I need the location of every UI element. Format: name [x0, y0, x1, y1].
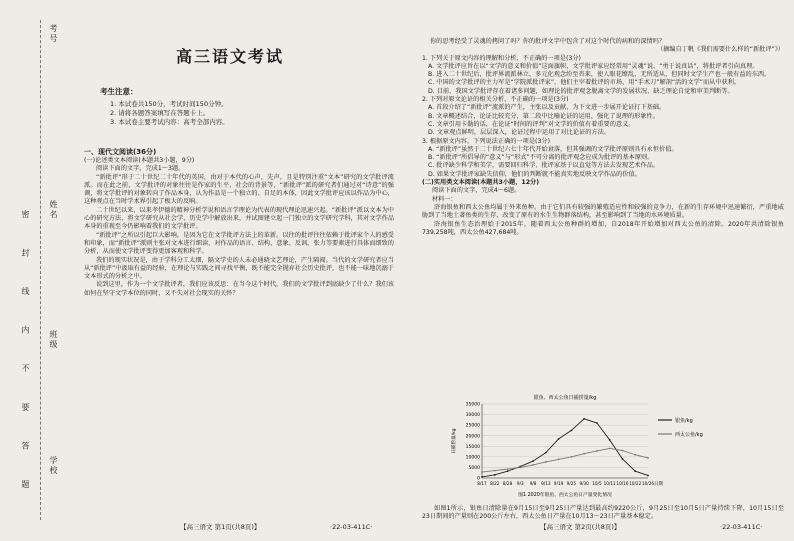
page-footer: 【高三语文 第2页(共8页)】 [540, 523, 621, 531]
y-tick-label: 20000 [465, 434, 480, 440]
question-2: 2. 下列对原文论证的相关分析，不正确的一项是(3分) [422, 96, 569, 104]
data-point [570, 430, 572, 432]
data-point [634, 454, 636, 456]
data-point [622, 450, 624, 452]
notice-item: 3. 本试卷主要考试内容：高考全部内容。 [110, 118, 229, 126]
y-tick-label: 25000 [465, 423, 480, 429]
data-point [647, 457, 649, 459]
option: A. 文学批评应旨在以“文学的意义和价值”这面旗帜，文学批评家应经常用“灵魂”说，“勇于说真话”，将批评者引向真理。 [428, 62, 759, 70]
margin-seal-line-text: 密 封 线 内 不 要 答 题 [21, 210, 30, 502]
data-point [481, 476, 483, 478]
margin-xuexiao-label: 学校 [49, 456, 58, 476]
option: A. “新批评”虽然于二十世纪六七十年代开始衰落，但其强调的文学批评原则具有永恒价值。 [428, 145, 678, 153]
data-point [622, 458, 624, 460]
x-tick-label: 10/11 [603, 481, 616, 486]
option: A. 首段介绍了“新批评”流派的产生，主张以及贡献，为下文进一步展开论证打下基础。 [428, 104, 666, 112]
x-tick-label: 9/3 [516, 481, 524, 486]
chart-caption: 图1 2020年银鱼、西太公鱼日产量变化情况 [518, 493, 612, 498]
page-1 [80, 0, 398, 541]
material-paragraph: 如图1所示，银鱼日清除量在9月15日至9月25日产量达到最高约9220公斤，9月25日至10月5日产量持续下降，10月15日至23日期间的产量则在200公斤左右，西太公鱼日产量在10月13～23日产量基本稳定。 [422, 505, 784, 521]
material-paragraph: 浒海银鱼和西太公鱼均属于外来鱼种。由于它们具有较强的繁殖适应性和较强的竞争力，在新的生存环境中迅速繁衍，严重地威胁到了当地土著鱼类的生存，改变了原有的水生生物群落结构，甚至影响到了当地的水环境质量。 [422, 203, 784, 220]
y-tick-label: 5000 [468, 466, 480, 472]
option: D. 文章观点鲜明，层层深入，论证过程中运用了对比论证的方法。 [428, 129, 610, 137]
page-2 [400, 0, 790, 541]
data-point [507, 468, 509, 470]
option: B. “新批评”所倡导的“意义”与“形式”不可分离的批评观念应成为批评的基本原则。 [428, 154, 654, 162]
data-point [558, 438, 560, 440]
legend-label: 西太公鱼/kg [675, 431, 703, 438]
notice-heading: 考生注意： [100, 87, 138, 96]
notice-item: 2. 请将各题答案填写在答题卡上。 [110, 109, 210, 117]
data-point [647, 475, 649, 477]
data-point [545, 461, 547, 463]
data-point [583, 418, 585, 420]
chart-inner-title: 银鱼、西太公鱼日捕捞量/kg [533, 395, 597, 401]
x-axis-label: 日期 [654, 482, 663, 487]
read-instruction: 阅读下面的文字，完成4～6题。 [432, 187, 521, 195]
data-point [583, 453, 585, 455]
data-point [507, 470, 509, 472]
data-point [609, 439, 611, 441]
y-tick-label: 0 [477, 476, 480, 482]
legend-label: 银鱼/kg [675, 417, 693, 424]
data-point [596, 450, 598, 452]
x-tick-label: 9/8 [529, 481, 537, 486]
passage-paragraph: 说到这里，作为一个文学批评者，我们应该反思：在当今这个时代，我们的文学批评到底缺少了什么？我们该如何在坚守文学本位的同时，又不失对社会现实的关怀？ [84, 281, 394, 297]
chart-caption-text [422, 505, 784, 522]
option: B. 进入二十世纪后，批评界流派林立，多元化观念纷至沓来，使人眼花缭乱，无所适从，但同时文学生产也一般有益的东西。 [428, 71, 771, 79]
x-tick-label: 8/22 [490, 481, 500, 486]
data-point [481, 471, 483, 473]
y-axis-label: 日捕捞量/kg [452, 428, 457, 454]
section-heading: 一、现代文阅读(36分) [84, 148, 157, 156]
y-tick-label: 35000 [465, 402, 480, 408]
data-point [532, 460, 534, 462]
y-tick-label: 15000 [465, 444, 480, 450]
reading-section-1 [84, 147, 394, 298]
passage-paragraph: “新批评”形于二十世纪二十年代的英国，由对于本代的心声，先声，且是特别注重“文本”研究的文学批评流派。而在此之前，文学批评的对象往往是作家的生平、社会的背景等，“新批评”派的研究者们通过对“诗意”的强调，将文学批评的对象转向了作品本身，认为作品是一个独立的、自足的本体，因此文学批评应该以作品为中心，这种观点在当时学术界引起了极大的反响。 [84, 173, 394, 206]
exam-title: 高三语文考试 [176, 47, 285, 66]
page-code: ·22-03-411C· [330, 523, 373, 531]
option: D. 如果文学批评家缺失信仰，他们的判断就不能真实地反映文学作品的价值。 [428, 170, 641, 178]
x-tick-label: 9/25 [566, 481, 577, 486]
margin-xingming-label: 姓名 [49, 200, 58, 220]
option: C. 文章引用卡勒的话，在论证“时间的评判”对文学的价值有着重要的意义。 [428, 120, 635, 128]
material-heading: 材料一： [432, 195, 457, 203]
seal-dashed-line [40, 20, 41, 520]
passage-paragraph: 二十世纪以来，以来孝伊德的精神分析学说和语言学理论为代表的现代理论迅速兴起。“新批评”派以文本为中心的研究方法，将文学研究从社会学、历史学中解放出来，并试图建立起一门独立的文学研究学科，其对文学作品本身的重视至今仍影响着我们的文学批评。 [84, 206, 394, 231]
y-tick-label: 30000 [465, 413, 480, 419]
option: C. 中国的文学批评的主力军是“学院派批评家”，他们主宰着批评的市场，用“手术刀”解剖“活的文学”而从中获利。 [428, 79, 741, 87]
data-point [634, 470, 636, 472]
margin-banji-label: 班级 [49, 330, 58, 350]
data-point [494, 470, 496, 472]
notice-box [100, 86, 229, 127]
section-heading: (二)实用类文本阅读(本题共3小题，12分) [422, 179, 540, 187]
margin-kaohao-label: 考号 [49, 24, 58, 44]
x-tick-label: 9/13 [541, 481, 551, 486]
binding-margin [0, 0, 80, 541]
notice-item: 1. 本试卷共150分，考试时间150分钟。 [110, 100, 228, 108]
page-footer: 【高三语文 第1页(共8页)】 [180, 523, 261, 531]
data-point [545, 452, 547, 454]
option: D. 目前，我国文学批评存在着诸多问题，如理论的批评观念脱离文学的发展状况、缺乏理论自觉和审美判断等。 [428, 87, 734, 95]
x-tick-label: 10/22 [629, 481, 642, 486]
read-instruction: 阅读下面的文字，完成1～3题。 [96, 165, 185, 173]
question-3: 3. 根据原文内容，下列说法正确的一项是(3分) [422, 137, 551, 145]
x-tick-label: 10/26 [641, 481, 655, 486]
passage-paragraph: “新批评”之所以引起巨大影响，是因为它在文学批评方法上的革新。以往的批评往往依赖于批评家个人的感受和印象，而“新批评”派则主张对文本进行细读，对作品的语言、结构、意象、反讽、张力等要素进行具体而细致的分析，从而使文学批评变得更加客观和科学。 [84, 231, 394, 256]
x-tick-label: 10/16 [616, 481, 629, 486]
catch-line-chart [448, 392, 710, 502]
data-point [570, 456, 572, 458]
x-tick-label: 8/17 [477, 481, 487, 486]
x-tick-label: 10/5 [592, 481, 602, 486]
subsection-heading: (一)论述类文本阅读(本题共3小题，9分) [84, 157, 195, 164]
option: B. 文章概述结合，论证比较充分，第二段中比喻论证的运用，强化了说理的形象性。 [428, 112, 659, 120]
data-point [494, 474, 496, 476]
data-point [609, 448, 611, 450]
x-tick-label: 9/19 [553, 481, 564, 486]
data-point [558, 458, 560, 460]
question-1: 1. 下列关于原文内容的理解和分析，不正确的一项是(3分) [422, 54, 581, 62]
passage-paragraph: 我们的现实状况是，由于学科分工太细，隔文学史的人未必通晓文艺理论，产生隔阂。当代的文学研究者应当从“新批评”中汲取有益的经验，在理论与实践之间寻找平衡，既不能完全抛弃社会历史批评，也不能一味地沉溺于文本形式的分析之中。 [84, 256, 394, 281]
page-code: ·22-03-411C· [720, 523, 763, 531]
data-point [519, 467, 521, 469]
questions-block [422, 38, 784, 237]
x-tick-label: 9/30 [579, 481, 589, 486]
data-point [596, 422, 598, 424]
option: C. 批评缺少科学和美学，需要回归科学、批评家基于以直觉等方法去发现艺术作品。 [428, 162, 660, 170]
series-line [482, 419, 648, 477]
data-point [532, 464, 534, 466]
y-tick-label: 10000 [465, 455, 480, 461]
x-tick-label: 8/28 [502, 481, 513, 486]
passage-ending: 你的思考经受了灵魂的拷问了吗？你的批评文字中包含了对这个时代的病和的深情吗？ [430, 38, 666, 45]
material-paragraph: 浒海银鱼生态治理始于2015年，随着西太公鱼种群的增加，自2018年开始增加对西太公鱼的清除。2020年共清除银鱼739,258吨，西太公鱼427,684吨。 [422, 220, 784, 236]
passage-source: （摘编自丁帆《我们需要什么样的“新批评”》） [656, 46, 784, 54]
